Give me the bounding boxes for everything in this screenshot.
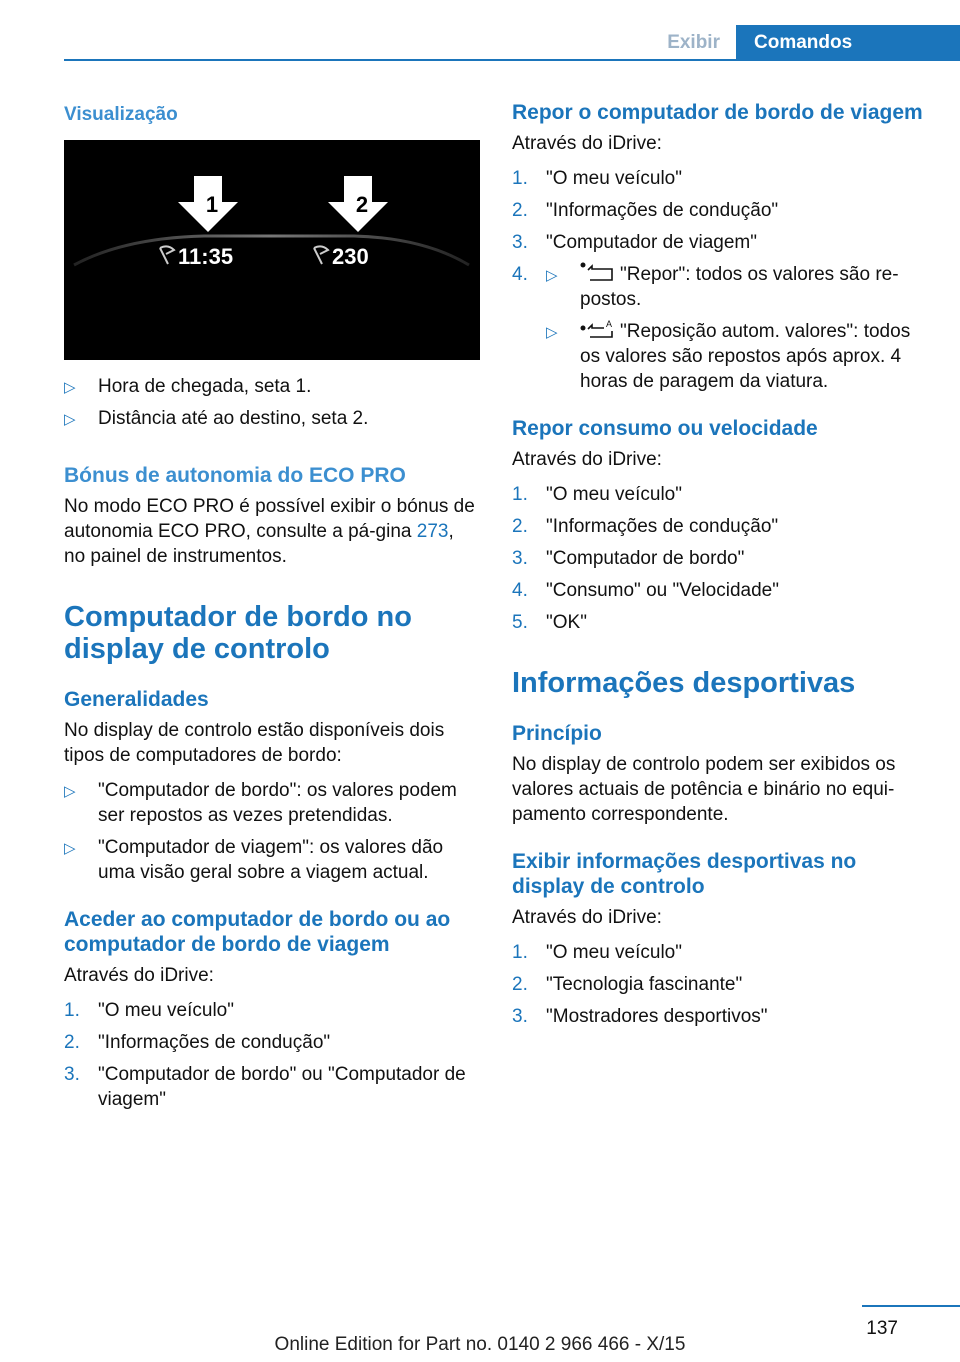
flag-icon (314, 246, 328, 264)
list-item: 1. "O meu veículo" (512, 168, 682, 189)
arrow-1-icon (178, 176, 238, 232)
arrow-2-icon (328, 176, 388, 232)
list-item: 5. "OK" (512, 612, 587, 633)
show-sport-heading: Exibir informações desportivas no display de controlo (512, 850, 857, 898)
list-item: 3. "Computador de bordo" ou "Computador de viagem" (64, 1064, 466, 1110)
triangle-bullet-icon: ▷ (64, 840, 76, 857)
triangle-bullet-icon: ▷ (64, 379, 76, 396)
display-arc (74, 236, 469, 265)
page-link[interactable]: 273 (416, 521, 449, 542)
list-item: 3. "Mostradores desportivos" (512, 1006, 768, 1027)
svg-text:A: A (606, 319, 613, 329)
auto-reset-icon (580, 319, 614, 339)
edition-footer: Online Edition for Part no. 0140 2 966 466 - X/15 (274, 1334, 686, 1355)
section-title: Computador de bordo no display de controlo (64, 601, 412, 665)
access-steps (64, 998, 480, 1112)
sport-section-title: Informações desportivas (512, 667, 856, 699)
reset-trip-steps (512, 166, 932, 394)
list-item: ▷ "Computador de bordo": os valores podem ser repostos as vezes pretendidas. (64, 780, 457, 826)
reset-icon (580, 262, 614, 282)
right-column (512, 100, 932, 1039)
reset-consumption-steps (512, 482, 932, 635)
triangle-bullet-icon: ▷ (546, 267, 558, 284)
arrival-time: 11:35 (178, 244, 234, 269)
list-item: 3. "Computador de bordo" (512, 548, 745, 569)
access-heading: Aceder ao computador de bordo ou ao computador de bordo de viagem (64, 908, 451, 956)
generalidades-heading: Generalidades (64, 688, 209, 711)
footer-rule (862, 1305, 960, 1307)
list-item: 3. "Computador de viagem" (512, 232, 757, 253)
computer-types-list (64, 778, 480, 885)
display-figure (64, 140, 480, 360)
arrow-1-label: 1 (205, 192, 219, 217)
page-number: 137 (866, 1318, 898, 1339)
triangle-bullet-icon: ▷ (64, 783, 76, 800)
list-item: 2. "Informações de condução" (512, 516, 779, 537)
list-item: 2. "Informações de condução" (512, 200, 779, 221)
list-item: 4. "Consumo" ou "Velocidade" (512, 580, 779, 601)
reset-consumption-heading: Repor consumo ou velocidade (512, 417, 818, 440)
reset-consumption-text: Através do iDrive: (512, 449, 662, 470)
access-text: Através do iDrive: (64, 965, 214, 986)
left-column (64, 100, 480, 1122)
figure-caption: Visualização (64, 104, 178, 125)
list-item: 2. "Tecnologia fascinante" (512, 974, 743, 995)
arrow-2-label: 2 (355, 192, 369, 217)
tab-comandos[interactable]: Comandos (736, 25, 960, 61)
distance-value: 230 (332, 244, 369, 269)
principle-text: No display de controlo podem ser exibidos os valores actuais de potência e binário no equi‐pamento correspondente. (512, 754, 896, 825)
show-sport-steps (512, 940, 932, 1029)
list-item: 1. "O meu veículo" (512, 484, 682, 505)
list-item: 4. ▷ "Repor": todos os valores são re‐postos. ▷ A "Reposição autom. valores": todos os valores são repostos após aprox. 4 horas de paragem da viatura. (512, 264, 911, 392)
principle-heading: Princípio (512, 722, 602, 745)
list-item: 2. "Informações de condução" (64, 1032, 331, 1053)
running-header (64, 25, 960, 61)
eco-pro-heading: Bónus de autonomia do ECO PRO (64, 464, 406, 487)
flag-icon (160, 246, 174, 264)
list-item: ▷ Hora de chegada, seta 1. (64, 374, 480, 399)
tab-exibir[interactable]: Exibir (667, 32, 720, 53)
list-item: 1. "O meu veículo" (512, 942, 682, 963)
list-item: ▷ Distância até ao destino, seta 2. (64, 406, 480, 431)
reset-trip-text: Através do iDrive: (512, 133, 662, 154)
triangle-bullet-icon: ▷ (64, 411, 76, 428)
list-item: 1. "O meu veículo" (64, 1000, 234, 1021)
list-item: ▷ "Computador de viagem": os valores dão uma visão geral sobre a viagem actual. (64, 837, 444, 883)
eco-pro-text: No modo ECO PRO é possível exibir o bónus de autonomia ECO PRO, consulte a pá‐gina 273, no painel de instrumentos. (64, 496, 475, 567)
show-sport-text: Através do iDrive: (512, 907, 662, 928)
display-illustration (64, 140, 480, 360)
generalidades-text: No display de controlo estão disponíveis dois tipos de computadores de bordo: (64, 720, 445, 766)
figure-legend-list (64, 374, 480, 431)
reset-trip-heading: Repor o computador de bordo de viagem (512, 101, 923, 124)
header-rule (64, 59, 960, 61)
triangle-bullet-icon: ▷ (546, 324, 558, 341)
